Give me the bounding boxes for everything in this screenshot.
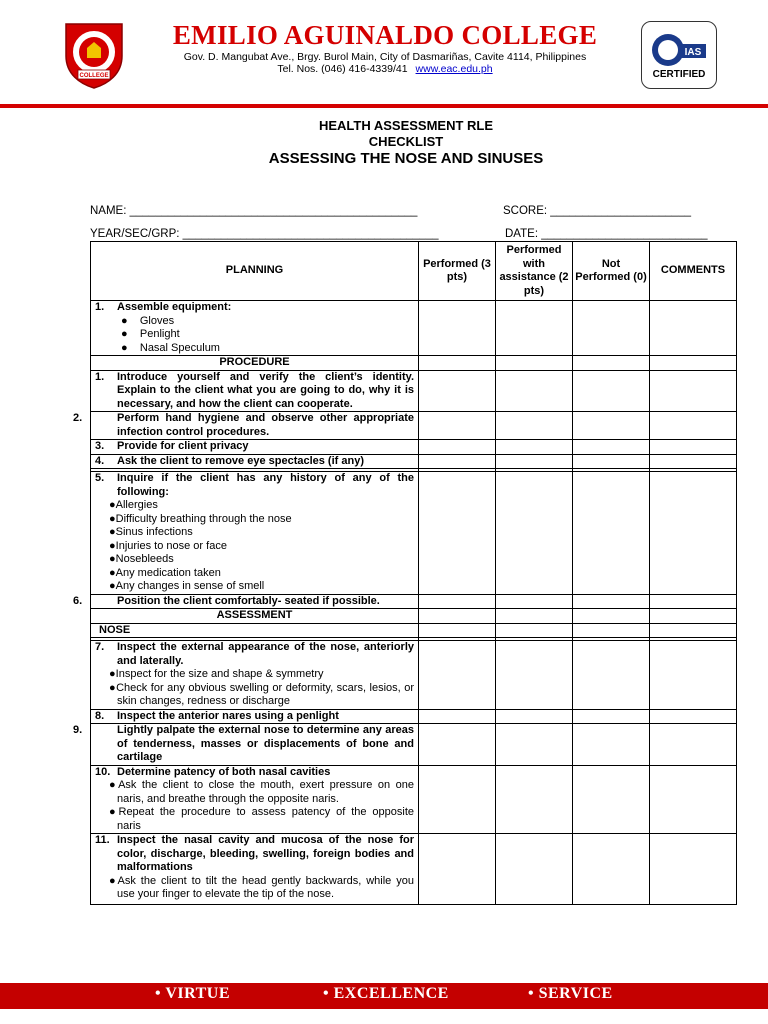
comments-header: COMMENTS	[650, 242, 737, 301]
score-cell[interactable]	[496, 709, 573, 724]
college-name: EMILIO AGUINALDO COLLEGE	[172, 20, 598, 50]
svg-text:COLLEGE: COLLEGE	[79, 73, 109, 79]
list-item: ●Difficulty breathing through the nose	[109, 512, 292, 525]
ias-label: IAS	[684, 47, 702, 58]
score-cell[interactable]	[496, 412, 573, 440]
comment-cell[interactable]	[650, 709, 737, 724]
score-cell[interactable]	[419, 454, 496, 469]
step-text: Determine patency of both nasal cavities	[117, 765, 331, 778]
list-item: ●Sinus infections	[109, 526, 193, 538]
list-item: ●Any medication taken	[109, 566, 221, 579]
telephone-numbers: Tel. Nos. (046) 416-4339/41	[277, 63, 408, 75]
nose-label: NOSE	[91, 623, 419, 638]
table-row	[91, 301, 737, 356]
comment-cell[interactable]	[650, 594, 737, 609]
score-cell[interactable]	[419, 412, 496, 440]
iso-certification-icon	[642, 24, 716, 74]
score-cell[interactable]	[573, 765, 650, 834]
list-item: ● Penlight	[121, 328, 180, 340]
college-address: Gov. D. Mangubat Ave., Brgy. Burol Main, City of Dasmariñas, Cavite 4114, Philippines	[183, 51, 587, 63]
score-cell[interactable]	[496, 834, 573, 905]
footer-virtue: • VIRTUE	[155, 985, 230, 1002]
header-red-rule	[0, 104, 768, 108]
step-text: Inspect the external appearance of the nose, anteriorly and laterally.	[117, 641, 414, 667]
step-text: Inspect the anterior nares using a penlight	[117, 709, 339, 722]
footer-excellence: • EXCELLENCE	[323, 985, 449, 1002]
score-cell[interactable]	[496, 301, 573, 356]
performed-header: Performed (3 pts)	[419, 242, 496, 301]
comment-cell[interactable]	[650, 454, 737, 469]
list-item: ●Ask the client to close the mouth, exert pressure on one naris, and breathe through the opposite naris.	[109, 779, 414, 805]
certified-label: CERTIFIED	[652, 69, 706, 80]
comment-cell[interactable]	[650, 412, 737, 440]
step-text: Position the client comfortably- seated if possible.	[117, 594, 380, 607]
comment-cell[interactable]	[650, 724, 737, 766]
date-field[interactable]: DATE: __________________________	[505, 228, 708, 240]
score-cell[interactable]	[573, 709, 650, 724]
table-row: 7. Inspect the external appearance of the nose, anteriorly and laterally. ●Inspect for the size and shape & symmetry ●Check for any obvious swelling or deformity, scars, lesios, or skin changes, redness or discharge	[91, 641, 737, 710]
score-field[interactable]: SCORE: ______________________	[503, 205, 691, 217]
comment-cell[interactable]	[650, 440, 737, 455]
performed-with-assistance-header: Performed with assistance (2 pts)	[496, 242, 573, 301]
step-text: Assemble equipment:	[117, 301, 232, 313]
footer-service: • SERVICE	[528, 985, 613, 1002]
section-row-assessment	[91, 609, 737, 624]
table-row: 9. Lightly palpate the external nose to determine any areas of tenderness, masses or displacements of bone and cartilage	[91, 724, 737, 766]
step-text: Lightly palpate the external nose to determine any areas of tenderness, masses or displacements of bone and cartilage	[117, 724, 414, 763]
list-item: ●Repeat the procedure to assess patency of the opposite naris	[109, 806, 414, 832]
score-cell[interactable]	[573, 440, 650, 455]
score-cell[interactable]	[496, 765, 573, 834]
list-item: ●Ask the client to tilt the head gently backwards, while you use your finger to elevate the tip of the nose.	[109, 874, 414, 900]
comment-cell[interactable]	[650, 641, 737, 710]
comment-cell[interactable]	[650, 834, 737, 905]
score-cell[interactable]	[573, 370, 650, 412]
list-item: ● Gloves	[121, 314, 175, 327]
year-section-group-field[interactable]: YEAR/SEC/GRP: ________________________________________	[90, 228, 439, 240]
comment-cell[interactable]	[650, 765, 737, 834]
table-header-row	[91, 242, 737, 301]
list-item: ●Allergies	[109, 499, 158, 511]
list-item: ●Injuries to nose or face	[109, 539, 227, 552]
score-cell[interactable]	[573, 412, 650, 440]
contact-line	[140, 63, 630, 75]
score-cell[interactable]	[419, 834, 496, 905]
score-cell[interactable]	[573, 594, 650, 609]
comment-cell[interactable]	[650, 370, 737, 412]
table-row: 11. Inspect the nasal cavity and mucosa of the nose for color, discharge, bleeding, swelling, foreign bodies and malformations ●Ask the client to tilt the head gently backwards, while you use your finger to elevate the tip of the nose.	[91, 834, 737, 905]
score-cell[interactable]	[496, 472, 573, 595]
score-cell[interactable]	[419, 301, 496, 356]
certification-badge	[641, 21, 717, 89]
score-cell[interactable]	[573, 454, 650, 469]
score-cell[interactable]	[573, 641, 650, 710]
score-cell[interactable]	[573, 724, 650, 766]
score-cell[interactable]	[496, 594, 573, 609]
footer-values-band	[0, 983, 768, 1009]
procedure-label: PROCEDURE	[91, 356, 419, 371]
checklist-table	[73, 241, 737, 905]
score-cell[interactable]	[419, 440, 496, 455]
score-cell[interactable]	[419, 472, 496, 595]
score-cell[interactable]	[419, 370, 496, 412]
section-row-nose	[91, 623, 737, 638]
title-course: HEALTH ASSESSMENT RLE	[318, 118, 494, 133]
list-item: ● Nasal Speculum	[121, 341, 220, 354]
table-row: 5. Inquire if the client has any history of any of the following: ●Allergies ●Difficulty breathing through the nose ●Sinus infections ●Injuries to nose or face ●Nosebleeds ●Any medication taken ●Any changes in sense of smell	[91, 472, 737, 595]
step-text: Perform hand hygiene and observe other appropriate infection control procedures.	[117, 412, 414, 438]
list-item: ●Check for any obvious swelling or deformity, scars, lesios, or skin changes, redness or discharge	[109, 681, 414, 707]
score-cell[interactable]	[419, 724, 496, 766]
college-seal-logo	[58, 18, 130, 90]
step-text: Inspect the nasal cavity and mucosa of the nose for color, discharge, bleeding, swelling, foreign bodies and malformations	[117, 834, 414, 873]
score-cell[interactable]	[496, 724, 573, 766]
score-cell[interactable]	[496, 370, 573, 412]
page-header	[0, 0, 768, 110]
planning-header: PLANNING	[91, 242, 419, 301]
title-checklist: CHECKLIST	[368, 134, 444, 149]
step-text: Introduce yourself and verify the client’s identity. Explain to the client what you are going to do, why it is necessary, and how the client can cooperate.	[117, 370, 414, 410]
score-cell[interactable]	[419, 641, 496, 710]
table-row: 3. Provide for client privacy	[91, 440, 737, 455]
step-number: 1.	[95, 301, 105, 313]
comment-cell[interactable]	[650, 472, 737, 595]
score-cell[interactable]	[496, 454, 573, 469]
name-field[interactable]: NAME: _____________________________________________	[90, 205, 418, 217]
score-cell[interactable]	[573, 834, 650, 905]
score-cell[interactable]	[573, 301, 650, 356]
not-performed-header: Not Performed (0)	[573, 242, 650, 301]
website-link[interactable]: www.eac.edu.ph	[415, 63, 493, 75]
score-cell[interactable]	[496, 641, 573, 710]
table-row: 8. Inspect the anterior nares using a penlight	[91, 709, 737, 724]
title-procedure: ASSESSING THE NOSE AND SINUSES	[268, 150, 544, 167]
score-cell[interactable]	[419, 765, 496, 834]
comment-cell[interactable]	[650, 301, 737, 356]
table-row: 10. Determine patency of both nasal cavities ●Ask the client to close the mouth, exert pressure on one naris, and breathe through the opposite naris. ●Repeat the procedure to assess patency of the opposite naris	[91, 765, 737, 834]
section-row-procedure	[91, 356, 737, 371]
score-cell[interactable]	[419, 709, 496, 724]
score-cell[interactable]	[496, 440, 573, 455]
list-item: ●Any changes in sense of smell	[109, 580, 265, 592]
table-row: 1. Introduce yourself and verify the client’s identity. Explain to the client what you are going to do, why it is necessary, and how the client can cooperate.	[91, 370, 737, 412]
table-row: 4. Ask the client to remove eye spectacles (if any)	[91, 454, 737, 469]
step-text: Ask the client to remove eye spectacles (if any)	[117, 454, 364, 467]
table-row: 6. Position the client comfortably- seated if possible.	[91, 594, 737, 609]
step-text: Inquire if the client has any history of any of the following:	[117, 472, 414, 498]
step-text: Provide for client privacy	[117, 440, 249, 452]
score-cell[interactable]	[419, 594, 496, 609]
list-item: ●Nosebleeds	[109, 553, 174, 565]
table-row: 2. Perform hand hygiene and observe other appropriate infection control procedures.	[91, 412, 737, 440]
list-item: ●Inspect for the size and shape & symmetry	[109, 668, 324, 680]
assessment-label: ASSESSMENT	[91, 609, 419, 624]
score-cell[interactable]	[573, 472, 650, 595]
